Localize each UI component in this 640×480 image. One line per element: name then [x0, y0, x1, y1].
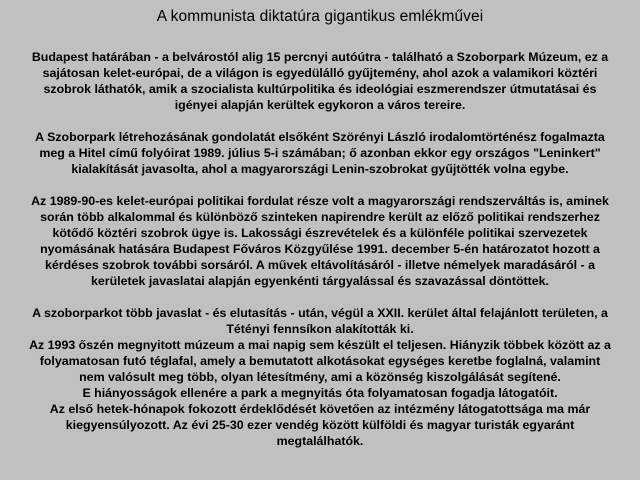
text-line: kerületek javaslatai alapján egyenkénti tárgyalással és szavazással döntöttek. — [91, 274, 549, 288]
text-line: folyamatosan futó téglafal, amely a bemutatott alkotásokat egységes keretbe foglalná, valamint — [39, 354, 601, 368]
text-line: Az 1993 őszén megnyitott múzeum a mai napig sem készült el teljesen. Hiányzik többek között az a — [29, 338, 611, 352]
text-line: Az 1989-90-es kelet-európai politikai fordulat része volt a magyarországi rendszerváltás is, aminek — [31, 194, 609, 208]
text-line: nyomásának hatására Budapest Főváros Közgyűlése 1991. december 5-én határozatot hozott a — [40, 242, 600, 256]
paragraph-origin — [6, 129, 634, 177]
text-line: megtalálhatók. — [276, 434, 364, 448]
text-line: során több alkalommal és különböző szinteken napirendre került az előző politikai rendszerhez — [40, 210, 600, 224]
text-line: A Szoborpark létrehozásának gondolatát elsőként Szörényi László irodalomtörténész fogalmazta — [35, 130, 605, 144]
text-line: nem valósult meg több, olyan létesítmény, ami a közönség kiszolgálását segítené. — [79, 370, 561, 384]
text-line: kialakítását javasolta, ahol a magyarországi Lenin-szobrokat gyűjtötték volna egybe. — [71, 162, 569, 176]
paragraph-park — [6, 305, 634, 449]
paragraph-intro — [6, 49, 634, 113]
page-title: A kommunista diktatúra gigantikus emlékművei — [156, 8, 484, 25]
text-line: szobrok láthatók, amik a szocialista kultúrpolitika és ideológiai eszmerendszer útmutatásai és — [43, 82, 597, 96]
text-line: meg a Hitel című folyóirat 1989. július 5-i számában; ő azonban ekkor egy országos "Leninkert" — [39, 146, 601, 160]
text-line: kötődő köztéri szobrok ügye is. Lakossági észrevételek és a különféle politikai szervezetek — [52, 226, 588, 240]
text-line: A szoborparkot több javaslat - és elutasítás - után, végül a XXII. kerület által felajánlott területen, a — [32, 306, 608, 320]
text-line: Tétényi fennsíkon alakították ki. — [226, 322, 414, 336]
text-line: E hiányosságok ellenére a park a megnyitás óta folyamatosan fogadja látogatóit. — [82, 386, 558, 400]
text-line: igényei alapján kerültek egykoron a város tereire. — [174, 98, 466, 112]
text-line: Az első hetek-hónapok fokozott érdeklődését követően az intézmény látogatottsága ma már — [49, 402, 591, 416]
text-line: kiegyensúlyozott. Az évi 25-30 ezer vendég között külföldi és magyar turisták egyaránt — [65, 418, 575, 432]
text-line: Budapest határában - a belvárostól alig 15 percnyi autóútra - található a Szoborpark Múzeum, ez a — [31, 50, 609, 64]
paragraph-history — [6, 193, 634, 289]
text-line: kérdéses szobrok további sorsáról. A művek eltávolításáról - illetve némelyek maradásáról - a — [44, 258, 595, 272]
text-line: sajátosan kelet-európai, de a világon is egyedülálló gyűjtemény, ahol azok a valamikori köztéri — [42, 66, 598, 80]
